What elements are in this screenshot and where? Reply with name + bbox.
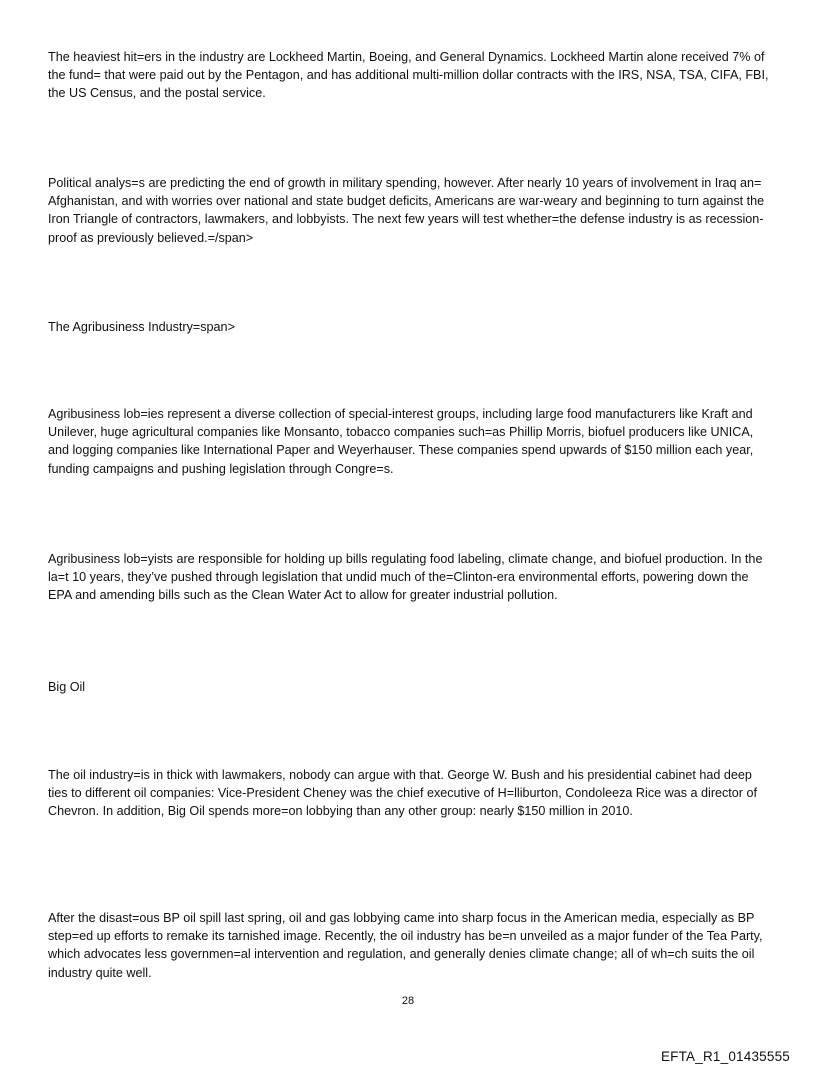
heading-big-oil: Big Oil — [48, 680, 86, 694]
paragraph-agribusiness-legislation: Agribusiness lob=yists are responsible for holding up bills regulating food labeling, climate change, and biofuel production. In the la=t 10 years, they’ve pushed through legislation that undid much of the=Clinton-era environmental efforts, powering down the EPA and amending bills such as the Clean Water Act to allow for greater industrial pollution. — [48, 552, 763, 603]
paragraph-oil-industry-ties: The oil industry=is in thick with lawmakers, nobody can argue with that. George W. Bush and his presidential cabinet had deep ties to different oil companies: Vice-President Cheney was the chief executive of H=lliburton, Condoleeza Rice was a director of Chevron. In addition, Big Oil spends more=on lobbying than any other group: nearly $150 million in 2010. — [48, 768, 758, 819]
paragraph-bp-oil-spill: After the disast=ous BP oil spill last spring, oil and gas lobbying came into sharp focus in the American media, especially as BP step=ed up efforts to remake its tarnished image. Recently, the oil industry has be=n unveiled as a major funder of the Tea Party, which advocates less governmen=al intervention and regulation, and generally denies climate change; all of wh=ch suits the oil industry quite well. — [48, 911, 763, 980]
page-number: 28 — [401, 995, 415, 1007]
paragraph-military-spending-outlook: Political analys=s are predicting the end of growth in military spending, however. After nearly 10 years of involvement in Iraq an= Afghanistan, and with worries over national and state budget deficits, Americans are war-weary and beginning to turn against the Iron Triangle of contractors, lawmakers, and lobbyists. The next few years will test whether=the defense industry is as recession-proof as previously believed.=/span> — [48, 176, 765, 245]
heading-agribusiness: The Agribusiness Industry=span> — [48, 320, 235, 334]
paragraph-agribusiness-lobbies: Agribusiness lob=ies represent a diverse collection of special-interest groups, including large food manufacturers like Kraft and Unilever, huge agricultural companies like Monsanto, tobacco companies such=as Phillip Morris, biofuel producers like UNICA, and logging companies like International Paper and Weyerhauser. These companies spend upwards of $150 million each year, funding campaigns and pushing legislation through Congre=s. — [48, 407, 754, 476]
paragraph-defense-contractors: The heaviest hit=ers in the industry are Lockheed Martin, Boeing, and General Dynamics. Lockheed Martin alone received 7% of the fund= that were paid out by the Pentagon, and has additional multi-million dollar contracts with the IRS, NSA, TSA, CIFA, FBI, the US Census, and the postal service. — [48, 50, 769, 101]
document-id: EFTA_R1_01435555 — [660, 1049, 790, 1064]
